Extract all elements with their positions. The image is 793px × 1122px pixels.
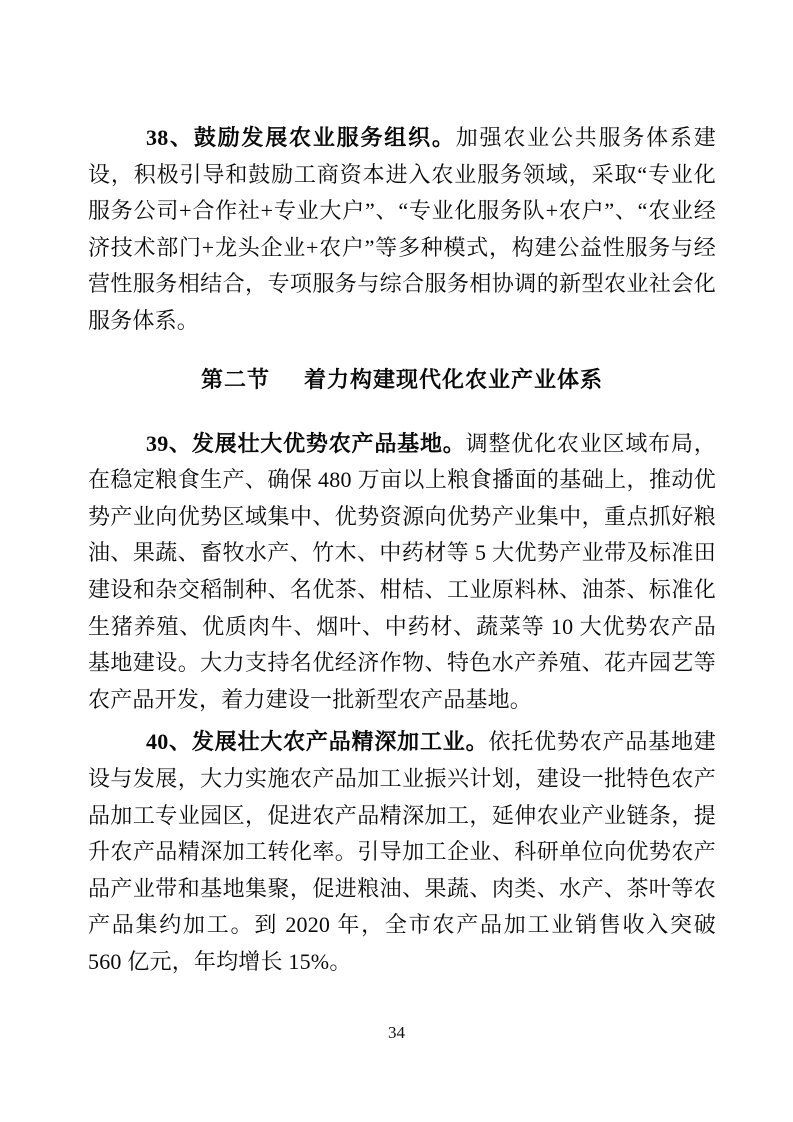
document-body — [88, 120, 716, 980]
page-number: 34 — [388, 1023, 405, 1042]
paragraph-38-lead: 38、鼓励发展农业服务组织。 — [146, 125, 456, 150]
paragraph-40-text: 依托优势农产品基地建设与发展，大力实施农产品加工业振兴计划，建设一批特色农产品加工专业园区，促进农产品精深加工，延伸农业产业链条，提升农产品精深加工转化率。引导加工企业、科研单位向优势农产品产业带和基地集聚，促进粮油、果蔬、肉类、水产、茶叶等农产品集约加工。到 2020 年，全市农产品加工业销售收入突破 560 亿元，年均增长 15%。 — [88, 729, 716, 974]
paragraph-39 — [88, 426, 716, 719]
paragraph-38-text: 加强农业公共服务体系建设，积极引导和鼓励工商资本进入农业服务领域，采取“专业化服务公司+合作社+专业大户”、“专业化服务队+农户”、“农业经济技术部门+龙头企业+农户”等多种模式，构建公益性服务与经营性服务相结合，专项服务与综合服务相协调的新型农业社会化服务体系。 — [88, 125, 716, 333]
paragraph-40-lead: 40、发展壮大农产品精深加工业。 — [146, 729, 489, 755]
paragraph-38 — [88, 120, 716, 340]
paragraph-39-text: 调整优化农业区域布局，在稳定粮食生产、确保 480 万亩以上粮食播面的基础上，推动优势产业向优势区域集中、优势资源向优势产业集中，重点抓好粮油、果蔬、畜牧水产、竹木、中药材等 5 大优势产业带及标准田建设和杂交稻制种、名优茶、柑桔、工业原料林、油茶、标准化生猪养殖、优质肉牛、烟叶、中药材、蔬菜等 10 大优势农产品基地建设。大力支持名优经济作物、特色水产养殖、花卉园艺等农产品开发，着力建设一批新型农产品基地。 — [88, 430, 716, 712]
section-heading-label: 第二节 — [200, 366, 270, 392]
page-footer — [0, 1022, 793, 1044]
section-heading — [88, 364, 716, 396]
paragraph-39-lead: 39、发展壮大优势农产品基地。 — [146, 430, 466, 456]
section-heading-title: 着力构建现代化农业产业体系 — [304, 366, 604, 392]
paragraph-40 — [88, 724, 716, 980]
